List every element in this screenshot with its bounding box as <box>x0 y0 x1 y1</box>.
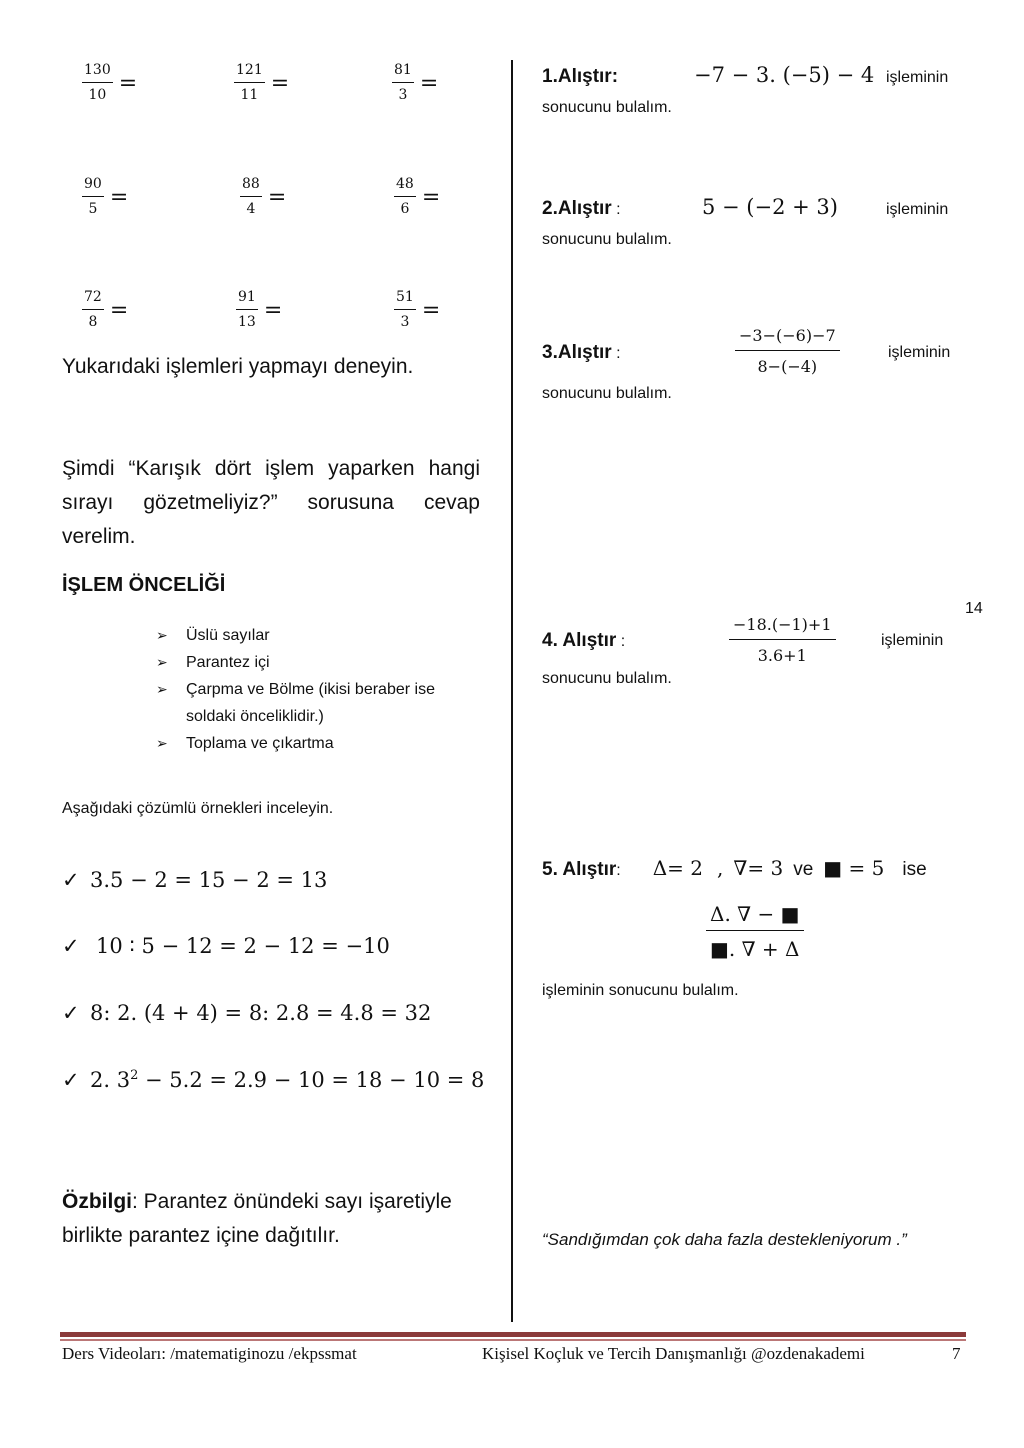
fraction-item: $\frac{130}{10}$ = <box>84 62 138 103</box>
exercise-2-expression: 5 − (−2 + 3) <box>702 195 838 219</box>
solved-example: ✓ 8: 2. (4 + 4) = 8: 2.8 = 4.8 = 32 <box>62 1001 432 1025</box>
fraction-item: $\frac{72}{8}$ = <box>84 289 129 330</box>
check-icon: ✓ <box>62 1069 80 1092</box>
exercise-1-expression: −7 − 3. (−5) − 4 <box>694 63 875 87</box>
solved-example: ✓ 10 ∶ 5 − 12 = 2 − 12 = −10 <box>62 934 390 958</box>
solved-example: ✓ 2. $3^2 - 5.2 = 2.9 - 10 = 18 - 10 = 8$ <box>62 1068 485 1092</box>
exercise-1-suffix: işleminin <box>886 69 949 86</box>
list-item: ➢ Üslü sayılar <box>156 622 466 649</box>
arrow-bullet-icon: ➢ <box>156 735 168 751</box>
section-heading: İŞLEM ÖNCELİĞİ <box>62 574 226 596</box>
exercise-3-fraction: $\frac{-3-(-6)-7}{8-(-4)}$ <box>735 326 840 377</box>
exercise-4-label: 4. Alıştır : <box>542 630 626 651</box>
ozbilgi-note: Özbilgi: Parantez önündeki sayı işaretiyle birlikte parantez içine dağıtılır. <box>62 1190 452 1247</box>
fraction-item: $\frac{51}{3}$ = <box>396 289 441 330</box>
exercise-2-label: 2.Alıştır : <box>542 198 621 219</box>
footer-rule-thin <box>60 1339 966 1341</box>
examples-intro: Aşağıdaki çözümlü örnekleri inceleyin. <box>62 800 334 817</box>
arrow-bullet-icon: ➢ <box>156 654 168 670</box>
exercise-2-line2: sonucunu bulalım. <box>542 231 672 248</box>
check-icon: ✓ <box>62 1002 80 1025</box>
fraction-item: $\frac{88}{4}$ = <box>242 176 287 217</box>
exercise-1-line2: sonucunu bulalım. <box>542 99 672 116</box>
check-icon: ✓ <box>62 869 80 892</box>
priority-list <box>156 622 466 757</box>
fraction-item: $\frac{90}{5}$ = <box>84 176 129 217</box>
footer-left-text: Ders Videoları: /matematiginozu /ekpssmat <box>62 1344 357 1363</box>
exercise-5-header: 5. Alıştır : Δ= 2 , ∇= 3 ve ■ = 5 ise <box>542 856 927 880</box>
exercise-2-suffix: işleminin <box>886 201 949 218</box>
exercise-3-line2: sonucunu bulalım. <box>542 385 672 402</box>
exercise-4-suffix: işleminin <box>881 632 944 649</box>
fraction-item: $\frac{121}{11}$ = <box>236 62 290 103</box>
solved-example: ✓ 3.5 − 2 = 15 − 2 = 13 <box>62 868 328 892</box>
list-item: ➢ Toplama ve çıkartma <box>156 730 466 757</box>
check-icon: ✓ <box>62 935 80 958</box>
footer-rule <box>60 1332 966 1337</box>
exercise-5-fraction: $\frac{\Delta. \nabla - ■}{■. \nabla + \Delta}$ <box>706 902 804 961</box>
motivational-quote: “Sandığımdan çok daha fazla destekleniyorum .” <box>542 1230 907 1249</box>
exercise-4-fraction: $\frac{-18.(-1)+1}{3.6+1}$ <box>729 615 836 666</box>
exercise-1-label: 1.Alıştır: <box>542 66 619 87</box>
exercise-3-suffix: işleminin <box>888 344 951 361</box>
fraction-item: $\frac{81}{3}$ = <box>394 62 439 103</box>
fraction-item: $\frac{48}{6}$ = <box>396 176 441 217</box>
footer-right-text: Kişisel Koçluk ve Tercih Danışmanlığı @ozdenakademi <box>482 1344 865 1363</box>
exercise-5-line2: işleminin sonucunu bulalım. <box>542 982 739 999</box>
column-divider <box>511 60 513 1322</box>
list-item: ➢ Parantez içi <box>156 649 466 676</box>
list-item: ➢ Çarpma ve Bölme (ikisi beraber ise soldaki önceliklidir.) <box>156 676 466 730</box>
fraction-item: $\frac{91}{13}$ = <box>238 289 283 330</box>
try-instruction: Yukarıdaki işlemleri yapmayı deneyin. <box>62 355 414 378</box>
page-marker: 14 <box>965 600 983 617</box>
page-number: 7 <box>952 1344 961 1363</box>
arrow-bullet-icon: ➢ <box>156 681 168 697</box>
question-paragraph: Şimdi “Karışık dört işlem yaparken hangi sırayı gözetmeliyiz?” sorusuna cevap verelim. <box>62 457 480 548</box>
exercise-3-label: 3.Alıştır : <box>542 342 621 363</box>
arrow-bullet-icon: ➢ <box>156 627 168 643</box>
exercise-4-line2: sonucunu bulalım. <box>542 670 672 687</box>
